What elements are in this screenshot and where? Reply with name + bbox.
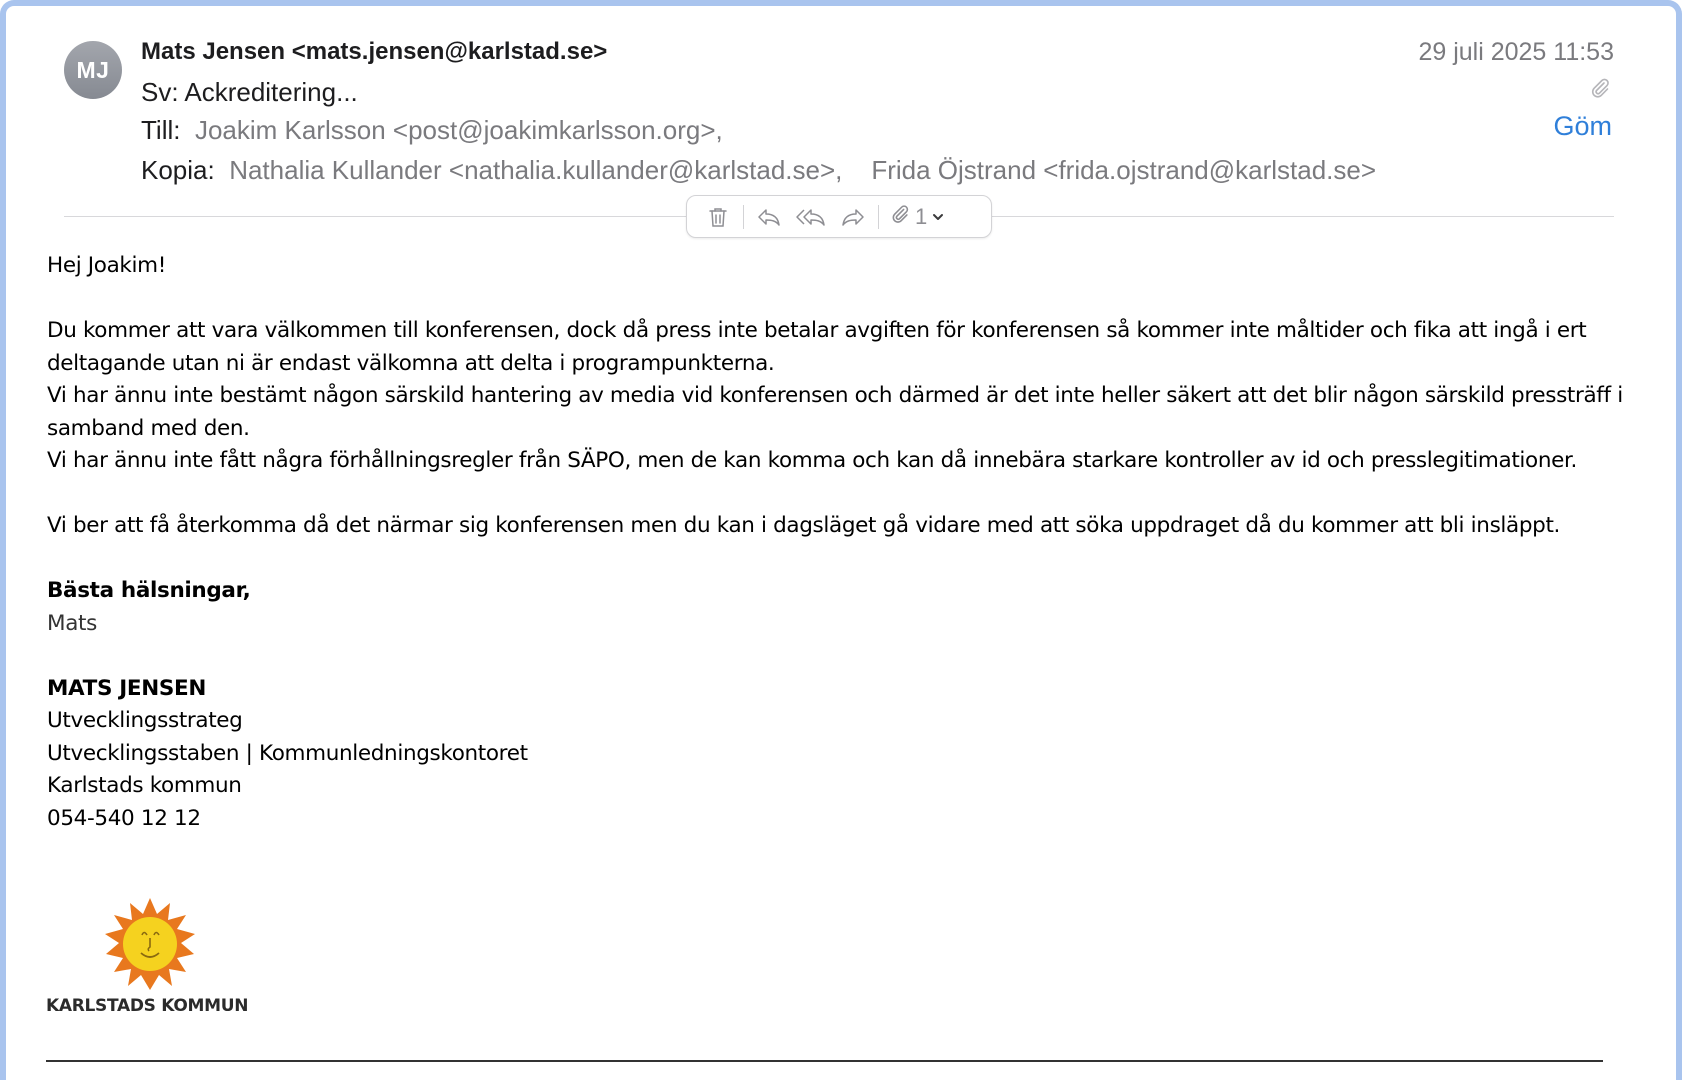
attachments-menu-button[interactable] <box>883 203 945 231</box>
body-paragraph: Vi ber att få återkomma då det närmar sig konferensen men du kan i dagsläget gå vidare med att söka uppdraget då du kommer att bli insläppt. <box>47 513 1561 538</box>
greeting: Hej Joakim! <box>47 253 167 278</box>
to-label: Till: <box>141 115 181 145</box>
signature-phone[interactable]: 054-540 12 12 <box>47 805 201 831</box>
signature-rule <box>46 1060 1603 1062</box>
reply-all-icon[interactable] <box>790 200 832 234</box>
karlstads-kommun-logo <box>46 898 256 1018</box>
hide-details-link[interactable]: Göm <box>1553 111 1612 141</box>
message-body <box>47 250 1647 835</box>
closing-greeting: Bästa hälsningar, <box>47 578 251 603</box>
signature-organization: Karlstads kommun <box>47 773 242 798</box>
paperclip-icon <box>889 203 911 231</box>
attachment-indicator-icon <box>1588 76 1612 100</box>
to-row <box>141 115 723 146</box>
cc-recipient-1[interactable]: Nathalia Kullander <nathalia.kullander@karlstad.se>, <box>229 155 843 185</box>
message-date: 29 juli 2025 11:53 <box>1418 38 1614 66</box>
sun-logo-icon <box>46 898 256 996</box>
trash-icon[interactable] <box>697 200 739 234</box>
toolbar-separator <box>743 205 744 229</box>
attachment-count: 1 <box>915 203 928 229</box>
signature-title: Utvecklingsstrateg <box>47 708 243 733</box>
body-paragraph: Vi har ännu inte fått några förhållningsregler från SÄPO, men de kan komma och kan då innebära starkare kontroller av id och presslegitimationer. <box>47 448 1577 473</box>
subject-line: Sv: Ackreditering... <box>141 77 358 107</box>
message-action-toolbar <box>686 195 992 238</box>
forward-icon[interactable] <box>832 200 874 234</box>
sender-name[interactable]: Mats Jensen <mats.jensen@karlstad.se> <box>141 38 608 65</box>
chevron-down-icon <box>931 204 945 230</box>
sender-avatar: MJ <box>64 41 122 99</box>
signature-name: MATS JENSEN <box>47 675 206 701</box>
logo-wordmark: KARLSTADS KOMMUN <box>46 996 249 1016</box>
toolbar-separator <box>878 205 879 229</box>
cc-row <box>141 155 1376 186</box>
signature-department: Utvecklingsstaben | Kommunledningskontoret <box>47 740 528 766</box>
cc-recipient-2[interactable]: Frida Öjstrand <frida.ojstrand@karlstad.se> <box>871 155 1377 185</box>
closing-name: Mats <box>47 610 97 636</box>
body-paragraph: Vi har ännu inte bestämt någon särskild hantering av media vid konferensen och därmed är det inte heller säkert att det blir någon särskild pressträff i samband med den. <box>47 383 1623 441</box>
to-recipient[interactable]: Joakim Karlsson <post@joakimkarlsson.org>, <box>194 115 723 145</box>
reply-icon[interactable] <box>748 200 790 234</box>
cc-label: Kopia: <box>141 155 215 185</box>
body-paragraph: Du kommer att vara välkommen till konferensen, dock då press inte betalar avgiften för konferensen så kommer inte måltider och fika att ingå i ert deltagande utan ni är endast välkomna att delta i programpunkterna. <box>47 318 1587 376</box>
